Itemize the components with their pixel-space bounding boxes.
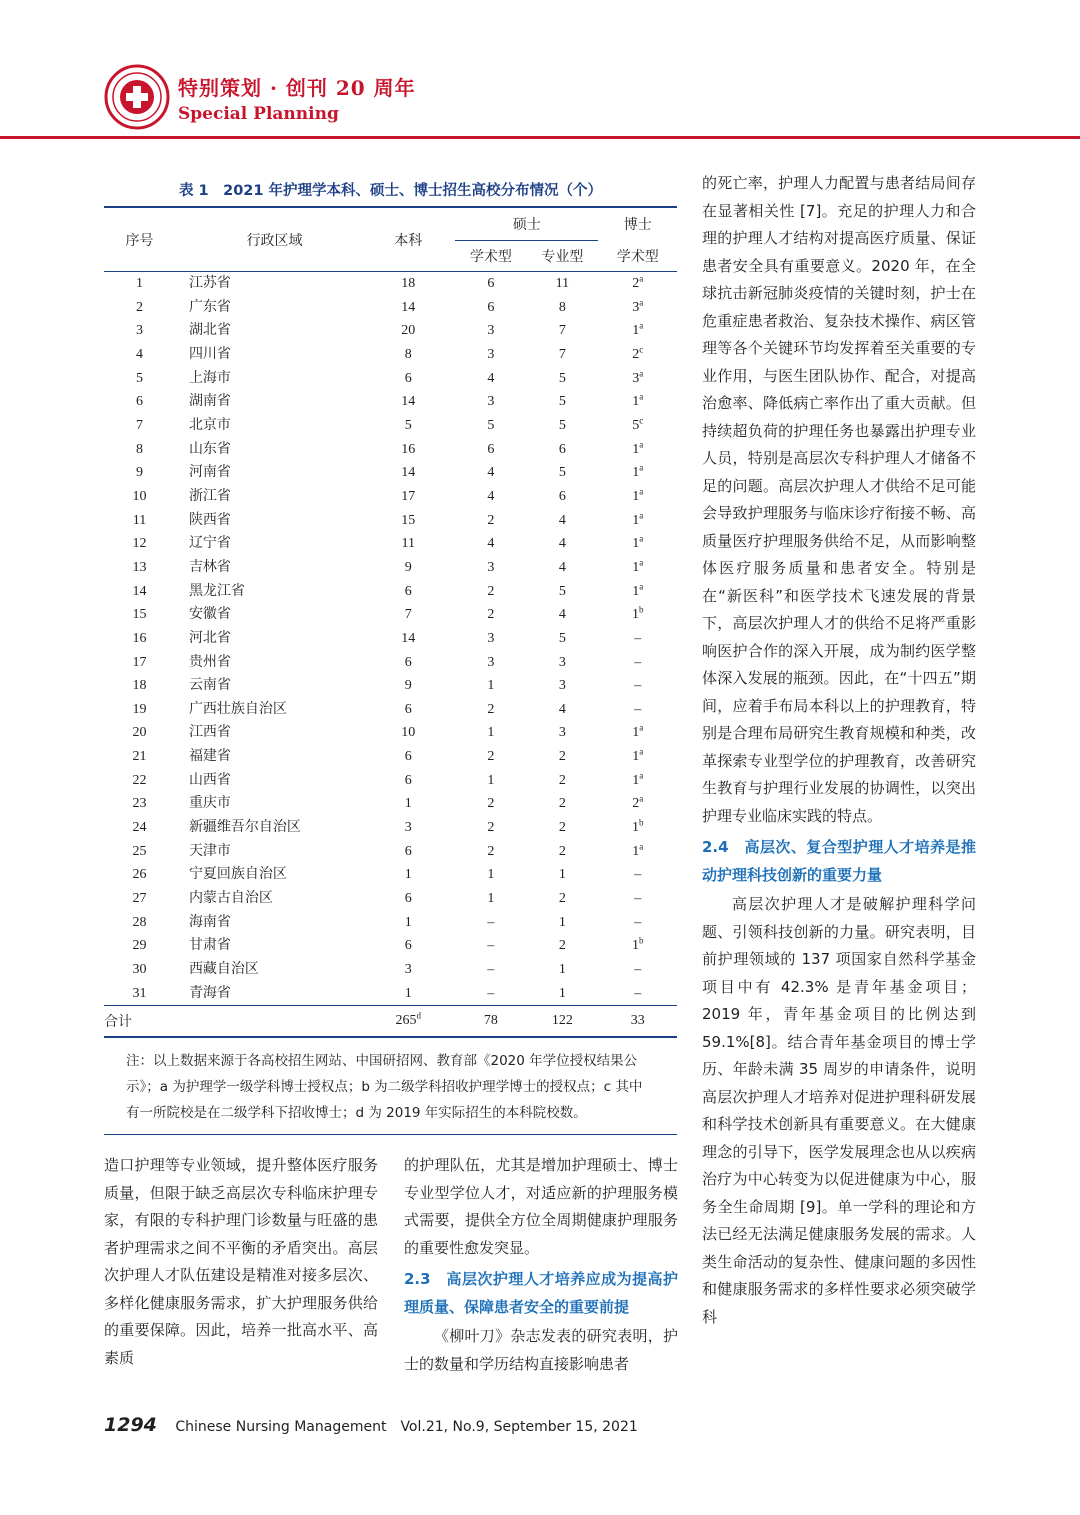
table-row [104,296,677,320]
row-master-academic: 6 [487,299,495,315]
header-idx: 序号 [125,233,154,249]
table-1 [104,176,677,1135]
section-heading-2-4: 2.4 高层次、复合型护理人才培养是推动护理科技创新的重要力量 [702,838,976,884]
journal-info: Chinese Nursing Management Vol.21, No.9, September 15, 2021 [175,1419,638,1435]
table-note: 注：以上数据来源于各高校招生网站、中国研招网、教育部《2020 年学位授权结果公示》；a 为护理学一级学科博士授权点；b 为二级学科招收护理学博士的授权点；c 其中有一所院校是在二级学科下招收博士；d 为 2019 年实际招生的本科院校数。 [126,1053,643,1122]
row-doctor: 1$^a$ [632,438,644,457]
table-row [104,651,677,675]
table-row [104,532,677,556]
row-doctor: – [634,962,642,978]
row-idx: 21 [132,749,147,765]
table-row [104,438,677,462]
row-doctor: 2$^a$ [632,793,644,812]
header-region: 行政区域 [246,233,303,249]
row-bachelor: 3 [404,962,412,978]
row-master-academic: 2 [487,512,495,528]
row-region: 新疆维吾尔自治区 [188,820,301,836]
row-idx: 24 [132,820,147,836]
row-region: 广西壮族自治区 [188,701,287,717]
row-master-professional: 5 [558,583,566,599]
row-region: 吉林省 [188,559,231,575]
row-doctor: – [634,891,642,907]
row-master-professional: 6 [558,488,566,504]
row-bachelor: 15 [401,512,416,528]
total-region [175,1006,361,1038]
row-idx: 18 [132,678,147,694]
row-region: 河北省 [188,630,231,646]
row-bachelor: 14 [401,394,416,410]
row-region: 江西省 [188,725,231,741]
total-label: 合计 [104,1006,175,1038]
table-row [104,556,677,580]
row-region: 青海省 [188,985,231,1001]
total-doctor: 33 [598,1006,677,1038]
row-master-academic: 1 [487,772,495,788]
row-master-academic: 4 [487,465,495,481]
row-idx: 25 [132,843,147,859]
row-doctor: 1$^a$ [632,320,644,339]
header-master: 硕士 [455,207,598,241]
row-master-academic: 2 [487,796,495,812]
table-body [104,272,677,1006]
row-idx: 8 [135,441,143,457]
row-bachelor: 6 [404,701,412,717]
row-master-academic: – [487,962,495,978]
row-master-professional: 4 [558,559,566,575]
row-doctor: – [634,630,642,646]
row-master-academic: 1 [487,678,495,694]
page-header [0,0,1080,150]
row-master-academic: 3 [487,346,495,362]
row-region: 安徽省 [188,607,231,623]
row-idx: 10 [132,488,147,504]
row-master-professional: 2 [558,796,566,812]
row-doctor: 1$^b$ [631,935,644,954]
total-master-academic: 78 [455,1006,526,1038]
row-doctor: 1$^a$ [632,486,644,504]
table-total-row [104,1006,677,1038]
row-doctor: 1$^a$ [632,462,644,481]
row-idx: 16 [132,630,147,646]
row-master-professional: 6 [558,441,566,457]
row-doctor: 1$^a$ [632,841,644,859]
table-row [104,627,677,651]
row-doctor: – [634,678,642,694]
row-master-professional: 5 [558,417,566,433]
row-region: 上海市 [188,370,231,386]
row-master-academic: – [487,985,495,1001]
row-doctor: 5$^c$ [632,415,644,433]
row-master-academic: 1 [487,891,495,907]
table-row [104,816,677,840]
row-region: 甘肃省 [188,938,231,954]
table-row [104,840,677,864]
table-row [104,390,677,414]
row-bachelor: 1 [404,796,412,812]
row-idx: 11 [132,512,147,528]
row-idx: 3 [135,323,143,339]
header-doctor: 博士 [623,218,652,234]
row-region: 山西省 [188,772,231,788]
table-row [104,887,677,911]
row-region: 四川省 [188,346,231,362]
row-master-academic: 6 [487,441,495,457]
row-master-academic: 2 [487,749,495,765]
row-doctor: 1$^a$ [632,746,644,765]
row-master-professional: 5 [558,394,566,410]
row-idx: 22 [132,772,147,788]
row-idx: 23 [132,796,147,812]
table-row [104,509,677,533]
row-master-professional: 5 [558,370,566,386]
row-region: 北京市 [188,417,231,433]
row-bachelor: 1 [404,914,412,930]
row-doctor: 3$^a$ [632,367,644,386]
row-region: 河南省 [188,465,231,481]
table-row [104,319,677,343]
table-row [104,721,677,745]
row-master-professional: 2 [558,891,566,907]
left-column [104,1152,378,1372]
row-master-professional: 1 [558,962,566,978]
table-row [104,863,677,887]
row-bachelor: 5 [404,417,412,433]
row-region: 云南省 [188,678,231,694]
table-row [104,769,677,793]
table-row [104,792,677,816]
row-master-professional: 7 [558,323,566,339]
table-row [104,367,677,391]
table-row [104,698,677,722]
total-bachelor: 265$^d$ [361,1006,455,1038]
header-master-professional: 专业型 [541,250,584,265]
row-bachelor: 1 [404,985,412,1001]
row-master-professional: 11 [555,276,570,291]
row-master-academic: 3 [487,654,495,670]
row-master-academic: – [487,938,495,954]
table-row [104,461,677,485]
row-doctor: 1$^a$ [632,770,644,788]
row-bachelor: 6 [404,843,412,859]
row-doctor: 1$^a$ [632,509,644,528]
row-idx: 19 [132,701,147,717]
table-row [104,414,677,438]
row-bachelor: 7 [404,607,412,623]
mid-col-text-2: 《柳叶刀》杂志发表的研究表明，护士的数量和学历结构直接影响患者 [404,1327,678,1373]
row-idx: 2 [135,299,143,315]
row-region: 江苏省 [188,276,231,291]
table-row [104,603,677,627]
row-idx: 29 [132,938,147,954]
header-title-en: Special Planning [178,104,339,124]
row-bachelor: 8 [404,346,412,362]
row-doctor: 2$^a$ [632,273,644,291]
row-master-academic: 5 [487,417,495,433]
row-master-academic: 1 [487,867,495,883]
row-bachelor: 9 [404,559,412,575]
row-master-academic: 4 [487,370,495,386]
header-master-academic: 学术型 [469,250,512,265]
row-bachelor: 16 [401,441,416,457]
row-doctor: 1$^a$ [632,533,644,552]
table-caption: 表 1 2021 年护理学本科、硕士、博士招生高校分布情况（个） [178,183,603,199]
row-idx: 12 [132,536,147,552]
row-idx: 5 [135,370,143,386]
row-region: 海南省 [188,914,231,930]
row-master-professional: 5 [558,465,566,481]
row-doctor: 1$^a$ [632,391,644,410]
row-master-academic: 2 [487,583,495,599]
left-col-text: 造口护理等专业领域，提升整体医疗服务质量，但限于缺乏高层次专科临床护理专家，有限的专科护理门诊数量与旺盛的患者护理需求之间不平衡的矛盾突出。高层次护理人才队伍建设是精准对接多层次、多样化健康服务需求，扩大护理服务供给的重要保障。因此，培养一批高水平、高素质 [104,1156,378,1367]
row-doctor: – [634,654,642,670]
row-region: 贵州省 [188,654,231,670]
table-row [104,745,677,769]
row-doctor: – [634,914,642,930]
row-bachelor: 6 [404,583,412,599]
middle-column [404,1152,678,1378]
row-doctor: 1$^b$ [631,604,644,623]
row-master-professional: 3 [558,678,566,694]
header-title-cn: 特别策划 · 创刊 20 周年 [178,76,416,100]
row-bachelor: 14 [401,299,416,315]
row-master-professional: 1 [558,867,566,883]
row-master-professional: 8 [558,299,566,315]
row-idx: 17 [132,654,147,670]
row-region: 湖北省 [188,323,231,339]
row-bachelor: 20 [401,323,416,339]
right-col-text-2: 高层次护理人才是破解护理科学问题、引领科技创新的力量。研究表明，目前护理领域的 137 项国家自然科学基金项目中有 42.3% 是青年基金项目；2019 年，青年基金项目的比例达到 59.1%[8]。结合青年基金项目的博士学历、年龄未满 35 周岁的申请条件，说明高层次护理人才培养对促进护理科研发展和科学技术创新具有重要意义。在大健康理念的引导下，医学发展理念也从以疾病治疗为中心转变为以促进健康为中心，服务全生命周期 [9]。单一学科的理论和方法已经无法满足健康服务发展的需求。人类生命活动的复杂性、健康问题的多因性和健康服务需求的多样性要求必须突破学科 [702,895,976,1326]
row-master-academic: 3 [487,394,495,410]
row-region: 西藏自治区 [188,962,259,978]
row-master-professional: 5 [558,630,566,646]
row-idx: 28 [132,914,147,930]
row-doctor: 3$^a$ [632,297,644,315]
note-rule [104,1134,677,1135]
row-idx: 9 [135,465,143,481]
row-idx: 30 [132,962,147,978]
row-idx: 20 [132,725,147,741]
table-row [104,911,677,935]
row-doctor: – [634,701,642,717]
row-master-professional: 2 [558,749,566,765]
row-bachelor: 11 [401,536,416,552]
row-master-academic: 2 [487,820,495,836]
table-row [104,674,677,698]
row-master-academic: 4 [487,488,495,504]
row-bachelor: 14 [401,630,416,646]
row-bachelor: 18 [401,276,416,291]
row-master-academic: 4 [487,536,495,552]
row-bachelor: 9 [404,678,412,694]
row-region: 辽宁省 [188,536,231,552]
row-region: 陕西省 [188,512,231,528]
header-doctor-academic: 学术型 [616,249,659,265]
row-doctor: 1$^b$ [631,817,644,836]
row-master-academic: 2 [487,843,495,859]
row-bachelor: 6 [404,749,412,765]
table-row [104,580,677,604]
row-doctor: – [634,867,642,883]
row-idx: 6 [135,394,143,410]
row-region: 内蒙古自治区 [188,891,273,907]
journal-logo-icon [104,64,170,130]
row-region: 湖南省 [188,394,231,410]
row-idx: 27 [132,891,147,907]
row-region: 天津市 [188,843,231,859]
row-bachelor: 1 [404,867,412,883]
row-master-academic: 3 [487,559,495,575]
row-master-professional: 3 [558,725,566,741]
distribution-table [104,206,677,1038]
row-bachelor: 10 [401,725,416,741]
section-heading-2-3: 2.3 高层次护理人才培养应成为提高护理质量、保障患者安全的重要前提 [404,1270,678,1316]
row-region: 广东省 [188,299,231,315]
row-master-academic: 1 [487,725,495,741]
row-region: 宁夏回族自治区 [188,867,287,883]
header-bachelor: 本科 [394,233,423,249]
page-number: 1294 [104,1414,157,1436]
row-idx: 15 [132,607,147,623]
row-doctor: 2$^c$ [632,344,644,362]
row-bachelor: 6 [404,891,412,907]
row-doctor: 1$^a$ [632,722,644,741]
table-row [104,272,677,296]
row-bachelor: 3 [404,820,412,836]
row-region: 重庆市 [188,796,231,812]
row-idx: 14 [132,583,147,599]
right-col-text-1: 的死亡率，护理人力配置与患者结局间存在显著相关性 [7]。充足的护理人力和合理的护理人才结构对提高医疗质量、保证患者安全具有重要意义。2020 年，在全球抗击新冠肺炎疫情的关键时刻，护士在危重症患者救治、复杂技术操作、病区管理等各个关键环节均发挥着至关重要的专业作用，与医生团队协作、配合，对提高治愈率、降低病亡率作出了重大贡献。但持续超负荷的护理任务也暴露出护理专业人员，特别是高层次专科护理人才储备不足的问题。高层次护理人才供给不足可能会导致护理服务与临床诊疗衔接不畅、高质量医疗护理服务供给不足，从而影响整体医疗服务质量和患者安全。特别是在“新医科”和医学技术飞速发展的背景下，高层次护理人才的供给不足将严重影响医护合作的深入开展，成为制约医学整体深入发展的瓶颈。因此，在“十四五”期间，应着手布局本科以上的护理教育，特别是合理布局研究生教育规模和种类，改革探索专业型学位的护理教育，改善研究生教育与护理行业发展的协调性，以突出护理专业临床实践的特点。 [702,174,976,825]
row-master-academic: 6 [487,276,495,291]
row-master-professional: 1 [558,985,566,1001]
row-doctor: 1$^a$ [632,580,644,599]
row-region: 福建省 [188,749,231,765]
total-master-professional: 122 [526,1006,598,1038]
row-master-professional: 4 [558,512,566,528]
table-row [104,343,677,367]
row-master-professional: 4 [558,701,566,717]
table-row [104,485,677,509]
row-bachelor: 14 [401,465,416,481]
row-master-professional: 2 [558,820,566,836]
row-bachelor: 6 [404,938,412,954]
row-region: 浙江省 [188,488,231,504]
table-row [104,934,677,958]
row-idx: 7 [135,417,143,433]
row-master-academic: 3 [487,630,495,646]
row-master-professional: 3 [558,654,566,670]
row-idx: 26 [132,867,147,883]
row-doctor: 1$^a$ [632,557,644,575]
row-region: 黑龙江省 [188,583,245,599]
row-master-professional: 4 [558,607,566,623]
row-idx: 1 [135,276,143,291]
row-idx: 31 [132,985,147,1001]
row-master-academic: – [487,914,495,930]
row-master-professional: 2 [558,938,566,954]
row-doctor: – [634,985,642,1001]
row-master-professional: 1 [558,914,566,930]
row-bachelor: 17 [401,488,416,504]
row-master-academic: 2 [487,701,495,717]
row-idx: 4 [135,346,143,362]
row-region: 山东省 [188,441,231,457]
right-column [702,170,976,1331]
page-footer [104,1414,638,1436]
row-master-professional: 2 [558,843,566,859]
row-idx: 13 [132,559,147,575]
table-row [104,982,677,1006]
table-row [104,958,677,982]
row-master-professional: 7 [558,346,566,362]
row-master-academic: 3 [487,323,495,339]
row-bachelor: 6 [404,654,412,670]
row-master-academic: 2 [487,607,495,623]
row-master-professional: 2 [558,772,566,788]
row-bachelor: 6 [404,370,412,386]
header-rule [0,136,1080,139]
mid-col-text-1: 的护理队伍，尤其是增加护理硕士、博士专业型学位人才，对适应新的护理服务模式需要，提供全方位全周期健康护理服务的重要性愈发突显。 [404,1156,678,1257]
row-bachelor: 6 [404,772,412,788]
row-master-professional: 4 [558,536,566,552]
